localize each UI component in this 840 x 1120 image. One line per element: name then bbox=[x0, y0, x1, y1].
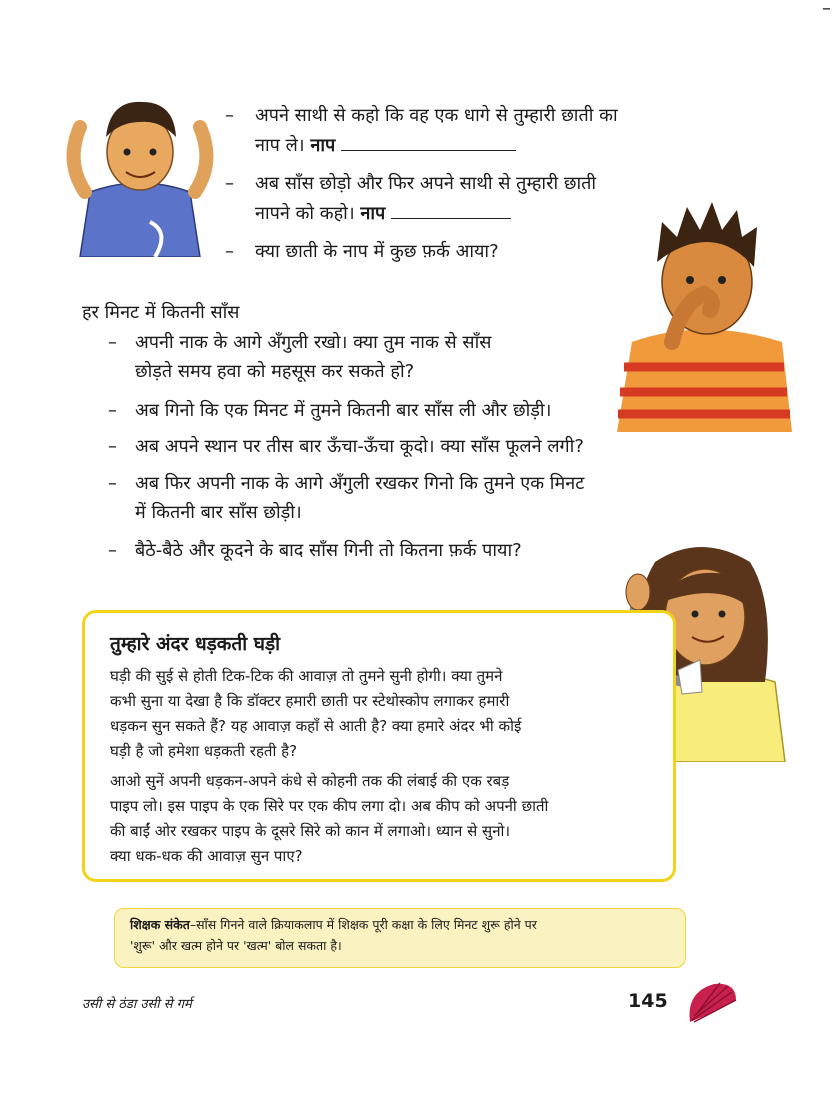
teacher-note-text: –साँस गिनने वाले क्रियाकलाप में शिक्षक पूरी कक्षा के लिए मिनट शुरू होने पर bbox=[189, 917, 537, 932]
box-paragraph-line: आओ सुनें अपनी धड़कन-अपने कंधे से कोहनी तक की लंबाई की एक रबड़ bbox=[110, 772, 510, 790]
list-item-line: अब साँस छोड़ो और फिर अपने साथी से तुम्हारी छाती bbox=[255, 173, 597, 194]
teacher-note-line: 'शुरू' और खत्म होने पर 'खत्म' बोल सकता है। bbox=[130, 938, 342, 953]
list-dash: – bbox=[108, 540, 117, 561]
teacher-note-line bbox=[130, 915, 537, 935]
list-item-line bbox=[255, 201, 511, 227]
box-paragraph-line: की बाईं ओर रखकर पाइप के दूसरे सिरे को कान में लगाओ। ध्यान से सुनो। bbox=[110, 822, 511, 840]
section-heading: हर मिनट में कितनी साँस bbox=[82, 302, 240, 323]
list-item-line: बैठे-बैठे और कूदने के बाद साँस गिनी तो कितना फ़र्क पाया? bbox=[135, 540, 522, 561]
box-title: तुम्हारे अंदर धड़कती घड़ी bbox=[110, 633, 281, 655]
box-paragraph-line: क्या धक-धक की आवाज़ सुन पाए? bbox=[110, 847, 303, 865]
box-paragraph-line: धड़कन सुन सकते हैं? यह आवाज़ कहाँ से आती है? क्या हमारे अंदर भी कोई bbox=[110, 717, 522, 735]
list-item-line bbox=[255, 133, 516, 159]
list-dash: – bbox=[108, 473, 117, 494]
list-item-line: अपने साथी से कहो कि वह एक धागे से तुम्हारी छाती का bbox=[255, 105, 618, 126]
teacher-note-label: शिक्षक संकेत bbox=[130, 917, 190, 932]
corner-mark: – bbox=[822, 0, 831, 19]
boy-touching-nose-illustration bbox=[612, 192, 792, 432]
list-item-line: छोड़ते समय हवा को महसूस कर सकते हो? bbox=[135, 361, 415, 382]
list-item-text: नापने को कहो। bbox=[255, 203, 355, 224]
chapter-name: उसी से ठंडा उसी से गर्म bbox=[82, 997, 192, 1012]
box-paragraph-line: कभी सुना या देखा है कि डॉक्टर हमारी छाती पर स्टेथोस्कोप लगाकर हमारी bbox=[110, 692, 510, 710]
box-paragraph-line: पाइप लो। इस पाइप के एक सिरे पर एक कीप लगा दो। अब कीप को अपनी छाती bbox=[110, 797, 549, 815]
list-dash: – bbox=[225, 173, 234, 194]
list-dash: – bbox=[108, 436, 117, 457]
boy-measuring-chest-illustration bbox=[60, 82, 220, 257]
box-paragraph-line: घड़ी की सुई से होती टिक-टिक की आवाज़ तो तुमने सुनी होगी। क्या तुमने bbox=[110, 667, 503, 685]
measure-blank[interactable] bbox=[391, 202, 511, 219]
list-dash: – bbox=[225, 241, 234, 262]
list-item-line: अपनी नाक के आगे अँगुली रखो। क्या तुम नाक से साँस bbox=[135, 332, 492, 353]
list-item-line: अब अपने स्थान पर तीस बार ऊँचा-ऊँचा कूदो। क्या साँस फूलने लगी? bbox=[135, 436, 584, 457]
list-dash: – bbox=[108, 332, 117, 353]
measure-blank[interactable] bbox=[341, 134, 516, 151]
list-item-line: अब गिनो कि एक मिनट में तुमने कितनी बार साँस ली और छोड़ी। bbox=[135, 400, 552, 421]
list-item-line: क्या छाती के नाप में कुछ फ़र्क आया? bbox=[255, 241, 499, 262]
measure-label: नाप bbox=[310, 135, 336, 156]
fan-decoration-icon bbox=[684, 978, 740, 1030]
list-dash: – bbox=[108, 400, 117, 421]
list-item-text: नाप ले। bbox=[255, 135, 305, 156]
list-item-line: अब फिर अपनी नाक के आगे अँगुली रखकर गिनो कि तुमने एक मिनट bbox=[135, 473, 585, 494]
box-paragraph-line: घड़ी है जो हमेशा धड़कती रहती है? bbox=[110, 742, 298, 760]
list-dash: – bbox=[225, 105, 234, 126]
page-number: 145 bbox=[628, 990, 668, 1012]
measure-label: नाप bbox=[360, 203, 386, 224]
list-item-line: में कितनी बार साँस छोड़ी। bbox=[135, 502, 302, 523]
